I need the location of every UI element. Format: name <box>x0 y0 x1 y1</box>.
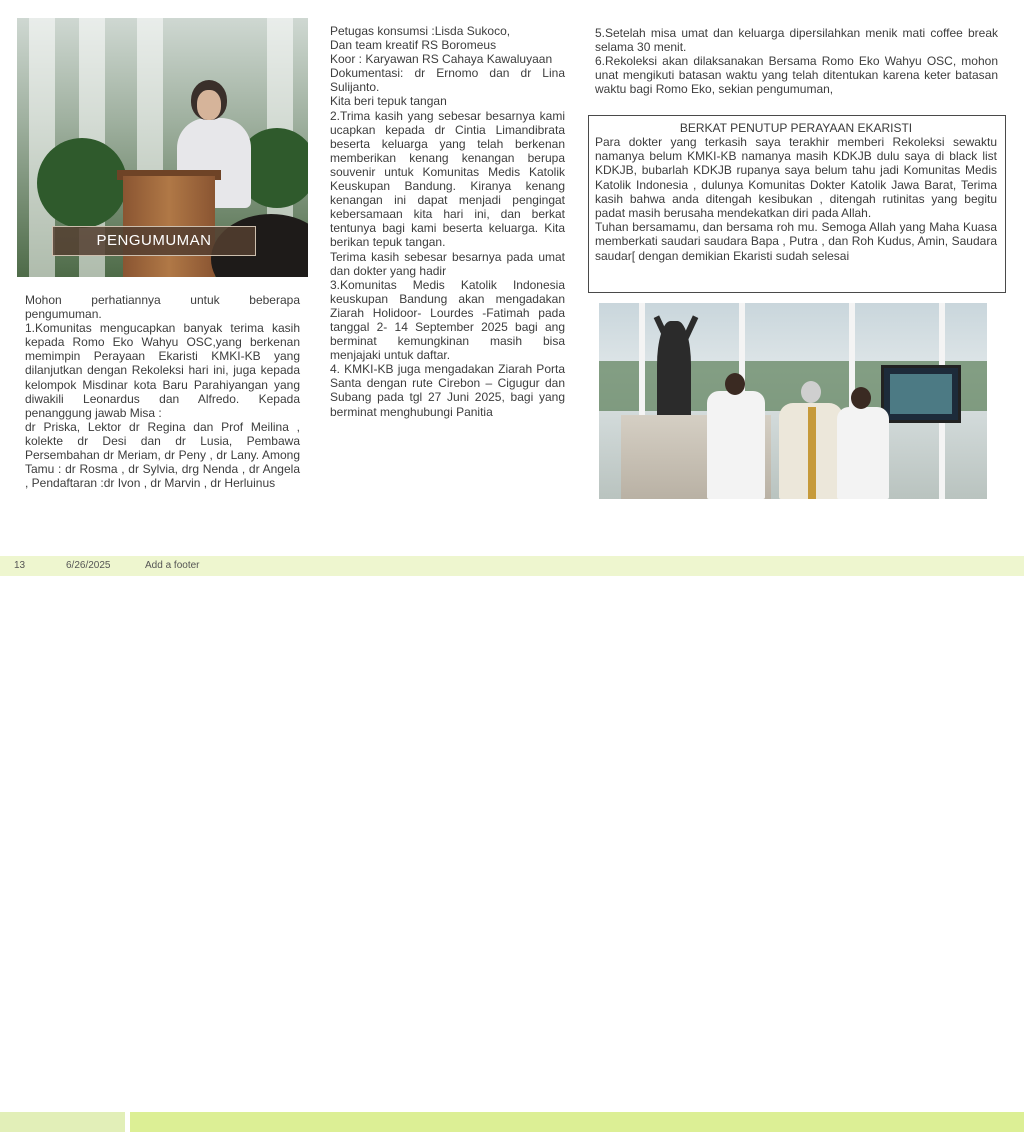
altar-server-head <box>725 373 745 395</box>
text-column-2 <box>330 24 565 419</box>
paragraph: Dan team kreatif RS Boromeus <box>330 38 497 53</box>
mass-photo <box>599 303 987 499</box>
paragraph: 4. KMKI-KB juga mengadakan Ziarah Porta Santa dengan rute Cirebon – Cigugur dan Subang pada tgl 27 Juni 2025, bagi yang berminat menghubungi Panitia <box>330 362 565 419</box>
text-column-1 <box>25 293 300 490</box>
paragraph: Dokumentasi: dr Ernomo dan dr Lina Sulijanto. <box>330 66 565 95</box>
priest-stole <box>808 407 816 499</box>
blessing-paragraph: Tuhan bersamamu, dan bersama roh mu. Semoga Allah yang Maha Kuasa memberkati saudari saudara Bapa , Putra , dan Roh Kudus, Amin, Saudara saudar[ dengan demikian Ekaristi sudah selesai <box>595 220 997 263</box>
speaker-face <box>197 90 221 120</box>
paragraph: 1.Komunitas mengucapkan banyak terima kasih kepada Romo Eko Wahyu OSC,yang berkenan memimpin Perayaan Ekaristi KMKI-KB yang dilanjutkan dengan Rekoleksi hari ini, juga kepada kelompok Misdinar kota Baru Parahiyangan yang diwakili Leonardus dan Alfredo. Kepada penanggung jawab Misa : <box>25 321 300 420</box>
foliage <box>37 138 127 228</box>
paragraph: 6.Rekoleksi akan dilaksanakan Bersama Romo Eko Wahyu OSC, mohon unat mengikuti batasan waktu yang telah ditentukan karena keter batasan waktu bagi Romo Eko, sekian pengumuman, <box>595 54 998 97</box>
slide-number: 13 <box>14 560 26 571</box>
blessing-box <box>588 115 1006 293</box>
blessing-title: BERKAT PENUTUP PERAYAAN EKARISTI <box>679 121 913 135</box>
paragraph: Terima kasih sebesar besarnya pada umat dan dokter yang hadir <box>330 249 565 278</box>
text-column-3 <box>595 26 998 96</box>
footer-left-band <box>0 1112 125 1132</box>
tv-screen <box>881 365 961 423</box>
footer-date: 6/26/2025 <box>66 560 111 571</box>
paragraph: dr Priska, Lektor dr Regina dan Prof Meilina , kolekte dr Desi dan dr Lusia, Pembawa Persembahan dr Meriam, dr Peny , dr Lany. Among Tamu : dr Rosma , dr Sylvia, drg Nenda , dr Angela , Pendaftaran :dr Ivon , dr Marvin , dr Herluinus <box>25 419 300 491</box>
priest-head <box>801 381 821 403</box>
paragraph: Kita beri tepuk tangan <box>330 94 447 109</box>
paragraph: Petugas konsumsi :Lisda Sukoco, <box>330 24 511 38</box>
paragraph: 5.Setelah misa umat dan keluarga dipersilahkan menik mati coffee break selama 30 menit. <box>595 26 998 55</box>
blessing-paragraph: Para dokter yang terkasih saya terakhir memberi Rekoleksi sewaktu namanya belum KMKI-KB namanya masih KDKJB dulu saya di black list KDKJB, bubarlah KDKJB rupanya saya belum tahu jadi Komunitas Medis Katolik Indonesia , dulunya Komunitas Dokter Katolik Jawa Barat, Terima kasih bahwa anda ditengah kesibukan , ditengah rutinitas yang begitu padat masih berusaha mendekatkan diri pada Allah. <box>595 135 997 221</box>
altar-server <box>707 391 765 499</box>
altar-server <box>837 407 889 499</box>
paragraph: Koor : Karyawan RS Cahaya Kawaluyaan <box>330 52 553 67</box>
footer-right-band <box>130 1112 1024 1132</box>
paragraph: Mohon perhatiannya untuk beberapa pengumuman. <box>25 293 300 322</box>
altar-server-head <box>851 387 871 409</box>
paragraph: 2.Trima kasih yang sebesar besarnya kami ucapkan kepada dr Cintia Limandibrata beserta keluarga yang telah berkenan memberikan kenang kenangan berupa souvenir untuk Komunitas Medis Katolik Keuskupan Bandung. Kiranya kenang kenangan ini dapat menjadi pengingat kebersamaan kita hari ini, dan berkat tentunya bagi kami beserta keluarga. Kita berikan tepuk tangan. <box>330 108 565 250</box>
footer-text[interactable]: Add a footer <box>145 560 200 571</box>
announcement-banner: PENGUMUMAN <box>52 226 256 256</box>
paragraph: 3.Komunitas Medis Katolik Indonesia keuskupan Bandung akan mengadakan Ziarah Holidoor- Lourdes -Fatimah pada tanggal 2- 14 September 2025 bagi ang berminat kemungkinan masih bisa menjajaki untuk daftar. <box>330 277 565 363</box>
